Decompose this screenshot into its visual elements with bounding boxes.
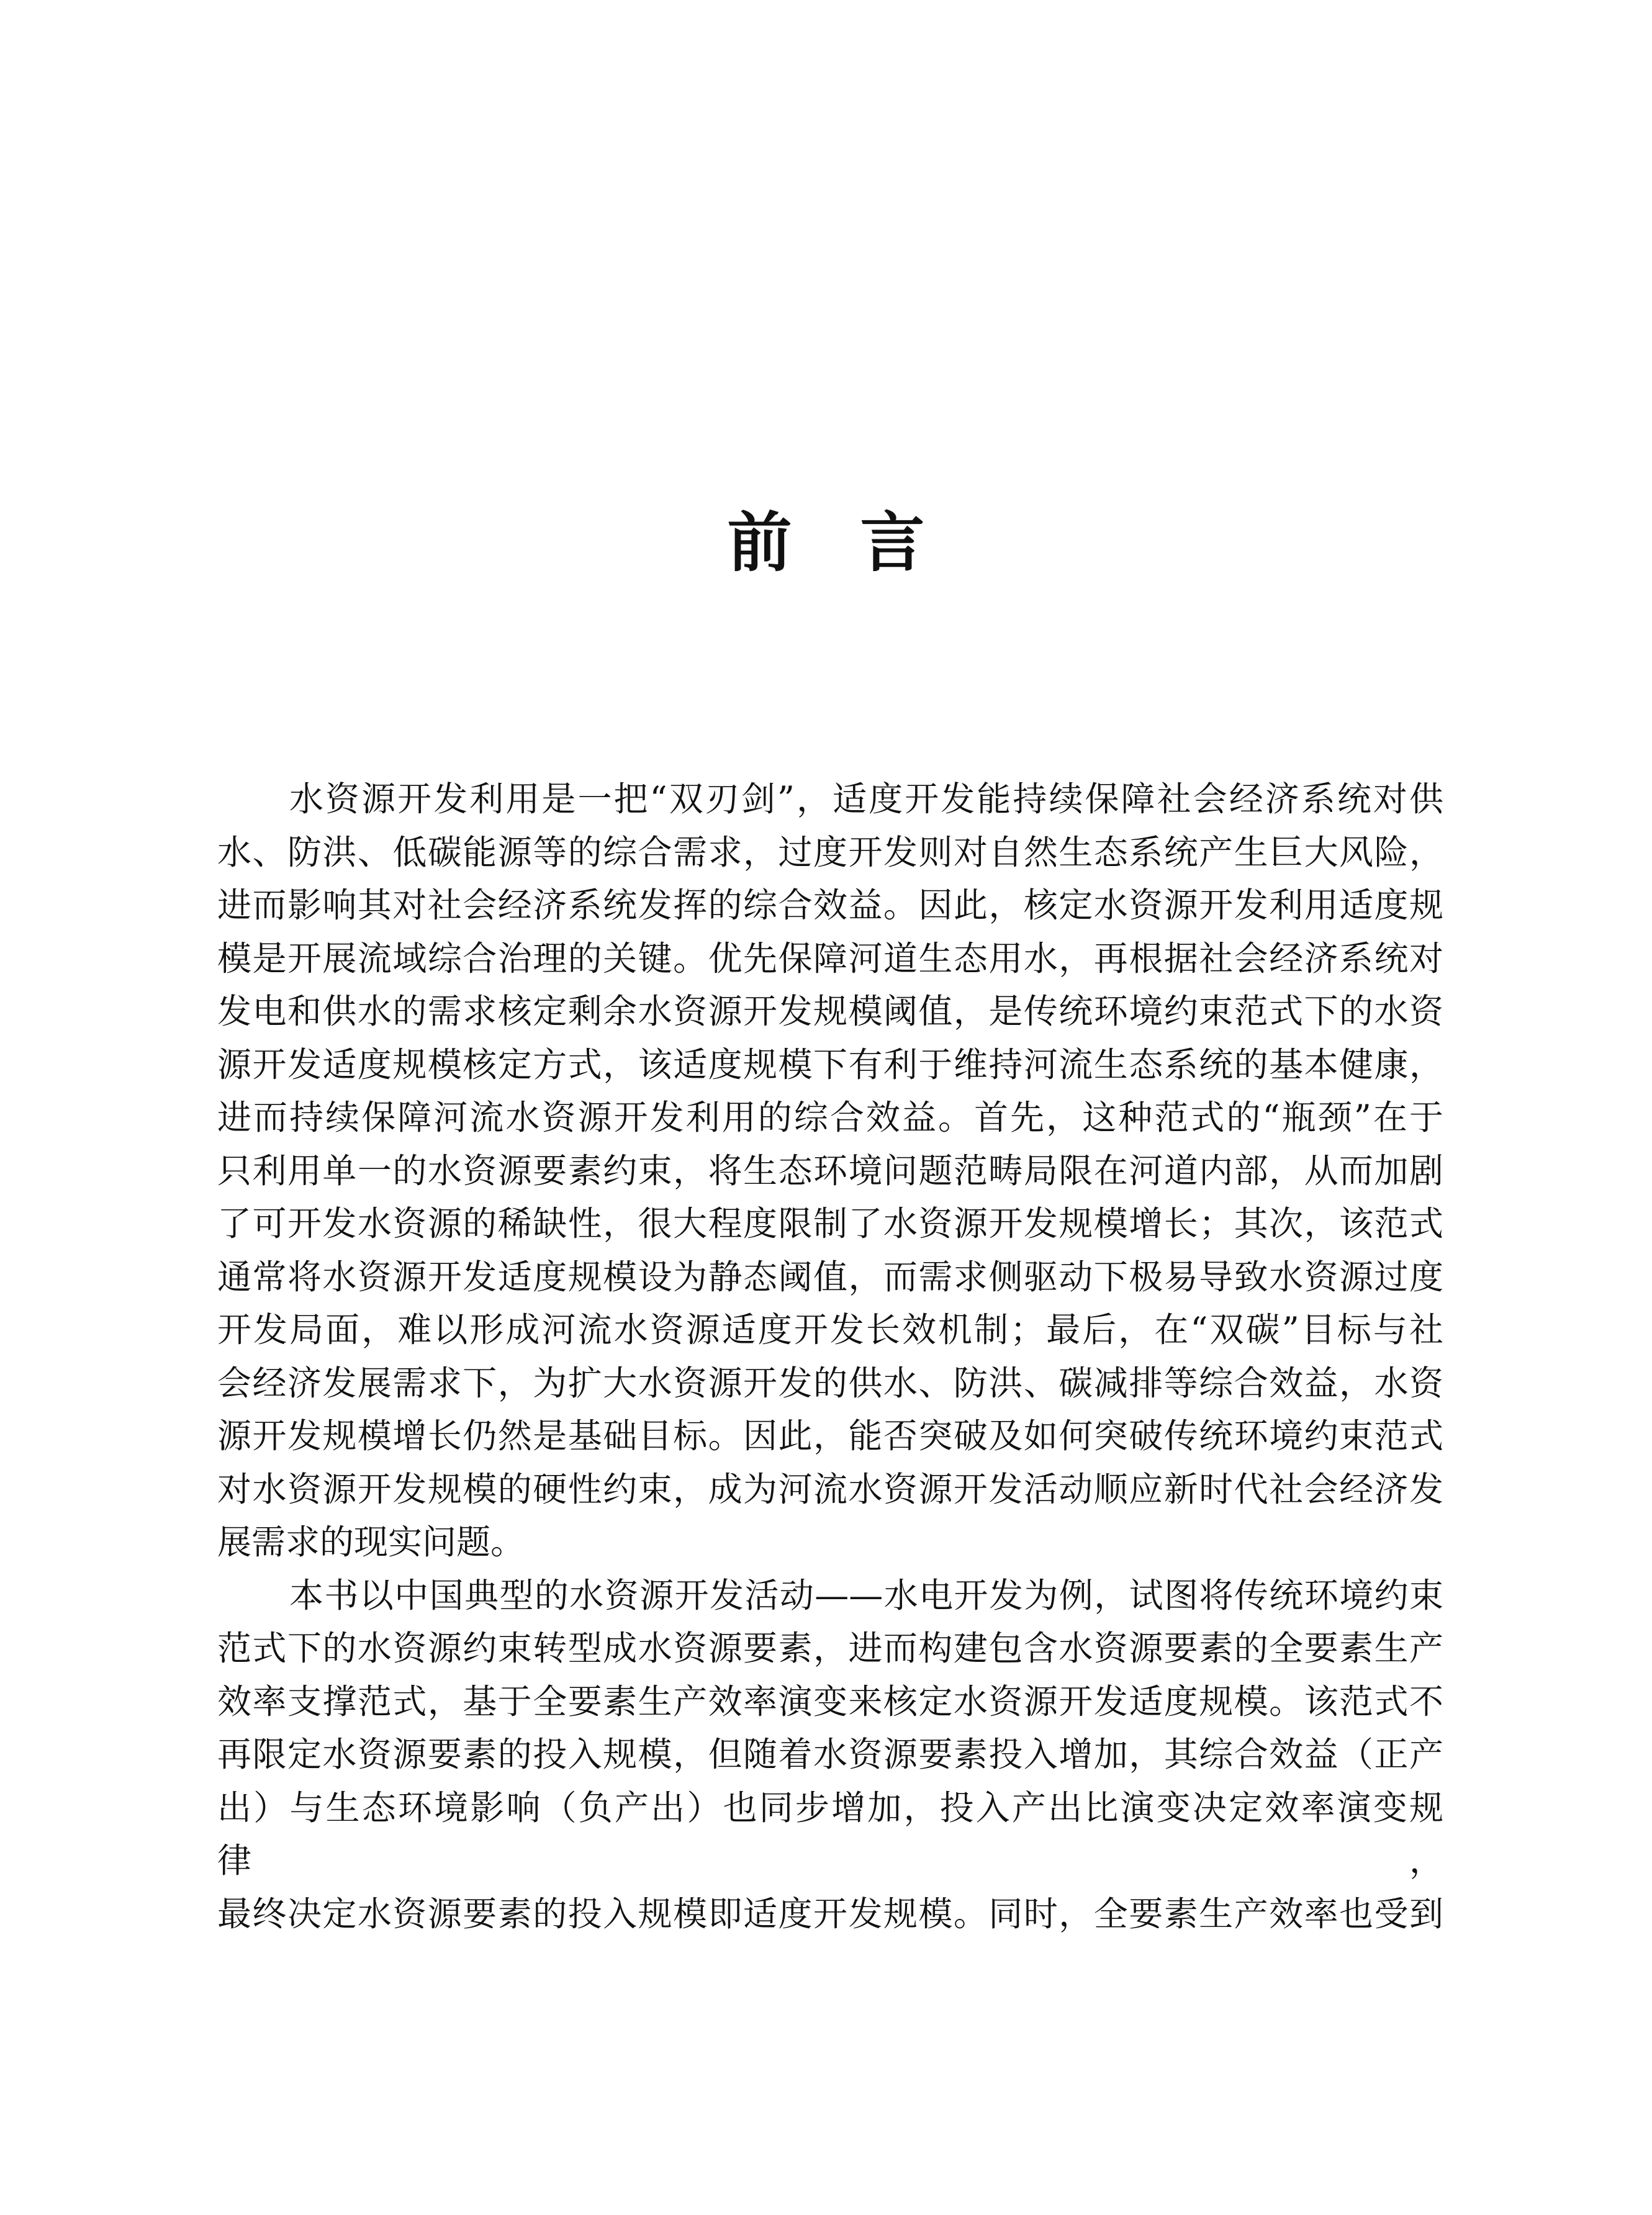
page-title <box>0 490 1652 584</box>
text-line: 源开发适度规模核定方式，该适度规模下有利于维持河流生态系统的基本健康， <box>217 1044 1443 1085</box>
preface-body <box>217 773 1443 1941</box>
text-line: 模是开展流域综合治理的关键。优先保障河道生态用水，再根据社会经济系统对 <box>217 938 1443 978</box>
text-line: 对水资源开发规模的硬性约束，成为河流水资源开发活动顺应新时代社会经济发 <box>217 1469 1443 1509</box>
text-line: 通常将水资源开发适度规模设为静态阈值，而需求侧驱动下极易导致水资源过度 <box>217 1256 1443 1297</box>
text-line: 再限定水资源要素的投入规模，但随着水资源要素投入增加，其综合效益（正产 <box>217 1735 1443 1774</box>
text-line: 水、防洪、低碳能源等的综合需求，过度开发则对自然生态系统产生巨大风险， <box>217 832 1443 872</box>
text-line: 发电和供水的需求核定剩余水资源开发规模阈值，是传统环境约束范式下的水资 <box>217 991 1443 1031</box>
text-line: 本书以中国典型的水资源开发活动——水电开发为例，试图将传统环境约束 <box>289 1575 1443 1615</box>
text-line: 范式下的水资源约束转型成水资源要素，进而构建包含水资源要素的全要素生产 <box>217 1628 1443 1668</box>
text-line: 效率支撑范式，基于全要素生产效率演变来核定水资源开发适度规模。该范式不 <box>217 1681 1443 1721</box>
text-line: 水资源开发利用是一把“双刃剑”，适度开发能持续保障社会经济系统对供 <box>289 779 1443 819</box>
paragraph <box>217 773 1443 1569</box>
text-line: 最终决定水资源要素的投入规模即适度开发规模。同时，全要素生产效率也受到 <box>217 1893 1443 1934</box>
text-line: 了可开发水资源的稀缺性，很大程度限制了水资源开发规模增长；其次，该范式 <box>217 1204 1443 1243</box>
title-char: 前 <box>727 504 792 580</box>
text-line: 进而影响其对社会经济系统发挥的综合效益。因此，核定水资源开发利用适度规 <box>217 885 1443 925</box>
text-line: 源开发规模增长仍然是基础目标。因此，能否突破及如何突破传统环境约束范式 <box>217 1416 1443 1456</box>
text-line: 会经济发展需求下，为扩大水资源开发的供水、防洪、碳减排等综合效益，水资 <box>217 1363 1443 1403</box>
text-line: 开发局面，难以形成河流水资源适度开发长效机制；最后，在“双碳”目标与社 <box>217 1310 1443 1350</box>
text-line: 出）与生态环境影响（负产出）也同步增加，投入产出比演变决定效率演变规律， <box>217 1787 1443 1880</box>
text-line: 只利用单一的水资源要素约束，将生态环境问题范畴局限在河道内部，从而加剧 <box>217 1150 1443 1191</box>
title-char: 言 <box>860 504 925 580</box>
text-line: 展需求的现实问题。 <box>217 1522 525 1562</box>
paragraph <box>217 1569 1443 1941</box>
text-line: 进而持续保障河流水资源开发利用的综合效益。首先，这种范式的“瓶颈”在于 <box>217 1098 1443 1137</box>
